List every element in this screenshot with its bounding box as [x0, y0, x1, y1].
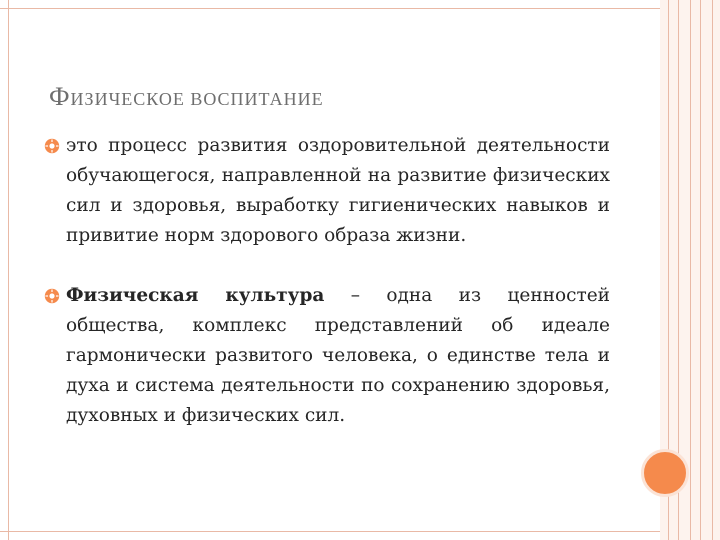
bullet-item-2 — [66, 281, 610, 431]
bullet-term: Физическая культура — [66, 285, 325, 306]
gear-icon — [44, 288, 60, 304]
bullet-text: это процесс развития оздоровительной деятельности обучающегося, направленной на развитие физических сил и здоровья, выработку гигиенических навыков и привитие норм здорового образа жизни. — [66, 135, 610, 246]
bullet-text: – одна из ценностей общества, комплекс представлений об идеале гармонически развитого человека, о единстве тела и духа и система деятельности по сохранению здоровья, духовных и физических сил. — [66, 285, 610, 426]
gear-icon — [44, 138, 60, 154]
decorative-circle-icon — [641, 449, 689, 497]
title-rest: ИЗИЧЕСКОЕ ВОСПИТАНИЕ — [70, 89, 324, 109]
side-line — [700, 0, 701, 540]
frame-bottom-line — [0, 531, 720, 532]
frame-left-line — [8, 0, 9, 540]
side-line — [712, 0, 713, 540]
bullet-item-1 — [66, 131, 610, 251]
frame-top-line — [0, 8, 720, 9]
slide-title — [49, 76, 324, 113]
title-first-letter: Ф — [49, 82, 71, 111]
side-line — [690, 0, 691, 540]
